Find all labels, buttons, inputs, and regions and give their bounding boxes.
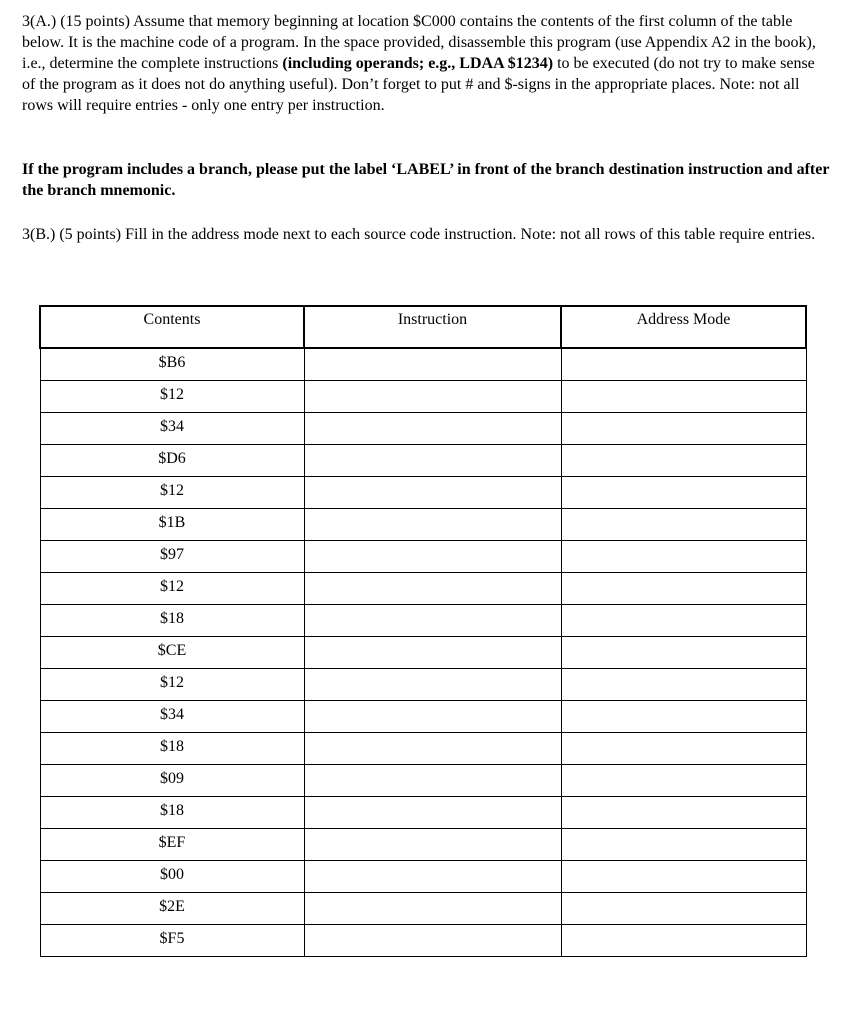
instruction-cell[interactable] [304,348,561,380]
contents-cell: $12 [40,572,304,604]
instruction-cell[interactable] [304,572,561,604]
table-row [40,380,806,412]
table-row [40,572,806,604]
contents-cell: $12 [40,476,304,508]
address-mode-cell[interactable] [561,732,806,764]
contents-cell: $F5 [40,924,304,956]
address-mode-cell[interactable] [561,380,806,412]
question-part-b: 3(B.) (5 points) Fill in the address mode next to each source code instruction. Note: not all rows of this table require entries. [22,226,816,243]
table-row [40,540,806,572]
table-row [40,796,806,828]
table-row [40,924,806,956]
header-contents: Contents [40,306,304,348]
part-a-text: 3(A.) (15 points) Assume that memory beginning at location $C000 contains the contents of the first column of the table below. It is the machine code of a program. In the space provided, disassemble this program (use Appendix A2 in the book), i.e., determine the complete instructions [22,13,816,72]
contents-cell: $EF [40,828,304,860]
instruction-cell[interactable] [304,668,561,700]
table-row [40,636,806,668]
table-row [40,860,806,892]
address-mode-cell[interactable] [561,444,806,476]
address-mode-cell[interactable] [561,636,806,668]
header-address-mode: Address Mode [561,306,806,348]
address-mode-cell[interactable] [561,348,806,380]
contents-cell: $34 [40,412,304,444]
instruction-cell[interactable] [304,860,561,892]
table-row [40,476,806,508]
instruction-cell[interactable] [304,892,561,924]
contents-cell: $18 [40,604,304,636]
instruction-cell[interactable] [304,476,561,508]
table-row [40,412,806,444]
instruction-cell[interactable] [304,412,561,444]
table-row [40,700,806,732]
contents-cell: $D6 [40,444,304,476]
contents-cell: $CE [40,636,304,668]
instruction-cell[interactable] [304,604,561,636]
instruction-cell[interactable] [304,796,561,828]
instruction-cell[interactable] [304,508,561,540]
address-mode-cell[interactable] [561,796,806,828]
address-mode-cell[interactable] [561,828,806,860]
address-mode-cell[interactable] [561,476,806,508]
instruction-cell[interactable] [304,828,561,860]
address-mode-cell[interactable] [561,700,806,732]
address-mode-cell[interactable] [561,764,806,796]
part-a-bold-text: (including operands; e.g., LDAA $1234) [282,55,554,72]
contents-cell: $18 [40,796,304,828]
contents-cell: $18 [40,732,304,764]
contents-cell: $12 [40,668,304,700]
instruction-cell[interactable] [304,924,561,956]
address-mode-cell[interactable] [561,412,806,444]
instruction-cell[interactable] [304,444,561,476]
contents-cell: $97 [40,540,304,572]
address-mode-cell[interactable] [561,860,806,892]
contents-cell: $1B [40,508,304,540]
disassembly-table [39,305,807,957]
question-part-a [22,11,832,116]
instruction-cell[interactable] [304,540,561,572]
address-mode-cell[interactable] [561,572,806,604]
contents-cell: $B6 [40,348,304,380]
contents-cell: $09 [40,764,304,796]
table-row [40,508,806,540]
table-row [40,604,806,636]
part-a-suffix-text: to be executed (do not try to make sense of the program as it does not do anything useful). Don’t forget to put # and $-signs in the appropriate places. Note: not all rows will require entries - only one entry per instruction. [22,55,815,114]
table-row [40,732,806,764]
contents-cell: $00 [40,860,304,892]
table-row [40,892,806,924]
instruction-cell[interactable] [304,764,561,796]
contents-cell: $34 [40,700,304,732]
address-mode-cell[interactable] [561,924,806,956]
address-mode-cell[interactable] [561,540,806,572]
branch-instruction-note: If the program includes a branch, please put the label ‘LABEL’ in front of the branch destination instruction and after the branch mnemonic. [22,161,830,199]
table-row [40,764,806,796]
table-row [40,348,806,380]
table-row [40,668,806,700]
address-mode-cell[interactable] [561,668,806,700]
table-row [40,828,806,860]
instruction-cell[interactable] [304,636,561,668]
table-row [40,444,806,476]
contents-cell: $2E [40,892,304,924]
table-header-row [40,306,806,348]
instruction-cell[interactable] [304,732,561,764]
instruction-cell[interactable] [304,380,561,412]
address-mode-cell[interactable] [561,604,806,636]
address-mode-cell[interactable] [561,892,806,924]
instruction-cell[interactable] [304,700,561,732]
address-mode-cell[interactable] [561,508,806,540]
header-instruction: Instruction [304,306,561,348]
contents-cell: $12 [40,380,304,412]
